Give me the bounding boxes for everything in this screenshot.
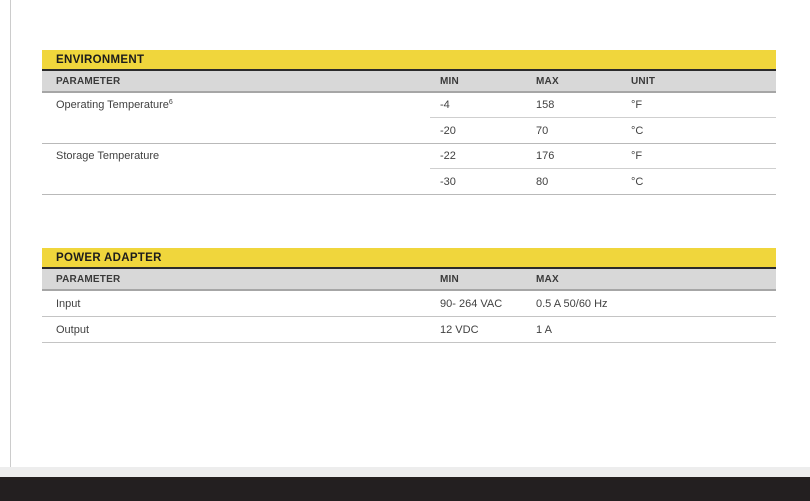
env-column-header-min: MIN [440,75,459,87]
env-column-header-unit: UNIT [631,75,656,87]
page-bottom-gap [0,467,810,477]
power-adapter-table-title: POWER ADAPTER [42,248,776,269]
power-adapter-column-header-row [42,269,776,291]
power-adapter-table [42,248,776,343]
environment-column-header-row [42,71,776,93]
table-row-input [42,291,776,317]
parameter-label [42,93,430,143]
cell-unit: °F [621,93,776,118]
cell-min: 90- 264 VAC [440,297,503,310]
cell-min: 12 VDC [440,323,479,336]
pwr-column-header-max: MAX [536,273,559,285]
parameter-label [42,144,430,194]
cell-max: 1 A [536,323,552,336]
cell-max: 0.5 A 50/60 Hz [536,297,608,310]
parameter-text: Output [56,323,90,336]
cell-min: -20 [440,124,456,137]
footnote-superscript: 6 [168,99,173,106]
environment-table-title: ENVIRONMENT [42,50,776,71]
footer-black-bar [0,477,810,501]
table-row-output [42,317,776,343]
pwr-column-header-min: MIN [440,273,459,285]
environment-table [42,50,776,195]
env-column-header-parameter: PARAMETER [56,75,121,87]
table-row-group-storage-temperature [42,144,776,195]
cell-unit: °C [631,175,644,188]
cell-min: -4 [430,93,526,118]
cell-max: 80 [536,175,549,188]
cell-unit: °C [631,124,644,137]
cell-unit: °F [621,144,776,169]
parameter-text: Input [56,297,81,310]
cell-min: -30 [440,175,456,188]
env-column-header-max: MAX [536,75,559,87]
parameter-text: Operating Temperature [56,99,169,111]
page-left-edge-line [10,0,11,467]
parameter-text: Storage Temperature [56,150,160,162]
cell-max: 70 [536,124,549,137]
pwr-column-header-parameter: PARAMETER [56,273,121,285]
table-row-group-operating-temperature [42,93,776,144]
cell-max: 158 [526,93,621,118]
cell-max: 176 [526,144,621,169]
cell-min: -22 [430,144,526,169]
